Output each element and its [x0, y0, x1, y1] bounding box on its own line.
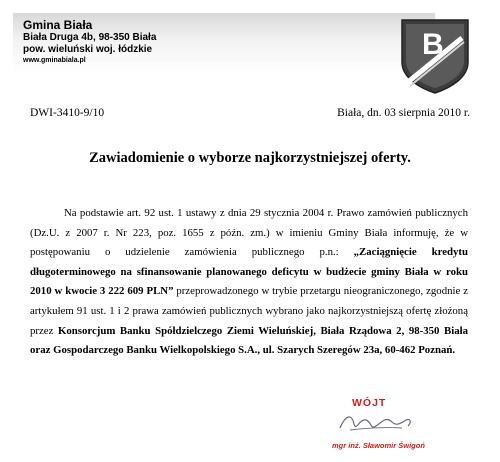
procedure-text: przeprowadzonego w trybie przetargu nieograniczonego, zgodnie z artykułem 91 ust. 1 i 2 prawa zamówień publicznych wybrano jako najkorzystniejszą ofertę złożoną przez: [30, 285, 468, 337]
notice-body: [30, 204, 468, 361]
handwritten-signature: [336, 408, 416, 436]
selected-bidder: Konsorcjum Banku Spółdzielczego Ziemi Wieluńskiej, Biała Rządowa 2, 98-350 Biała oraz Gospodarczego Banku Wielkopolskiego S.A., ul. Szarych Szeregów 23a, 60-462 Poznań.: [30, 324, 469, 357]
notice-paragraph: [30, 204, 468, 361]
municipality-website: www.gminabiala.pl: [23, 57, 86, 64]
coat-of-arms-icon: [400, 18, 470, 94]
signatory-title: WÓJT: [352, 397, 387, 409]
letterhead-text: [23, 18, 156, 66]
place-date: Biała, dn. 03 sierpnia 2010 r.: [337, 107, 470, 119]
tender-subject: „Zaciągnięcie kredytu długoterminowego na sfinansowanie planowanego deficytu w budżecie gminy Biała w roku 2010 w kwocie 3 222 609 PLN”: [30, 246, 468, 298]
document-reference: DWI-3410-9/10: [30, 107, 105, 119]
municipality-county: pow. wieluński woj. łódzkie: [23, 44, 153, 55]
municipality-name: Gmina Biała: [23, 18, 93, 32]
signatory-name: mgr inż. Sławomir Świgoń: [332, 441, 425, 450]
crest-letter: B: [422, 28, 444, 61]
municipality-address: Biała Druga 4b, 98-350 Biała: [23, 32, 157, 43]
letterhead: [13, 13, 435, 73]
signature-block: [328, 397, 458, 461]
document-title: Zawiadomienie o wyborze najkorzystniejszej oferty.: [89, 150, 411, 166]
legal-basis-text: Na podstawie art. 92 ust. 1 ustawy z dnia 29 stycznia 2004 r. Prawo zamówień publicznych (Dz.U. z 2007 r. Nr 223, poz. 1655 z późn. zm.) w imieniu Gminy Biała informuję, że w postępowaniu o udzielenie zamówienia publicznego p.n.:: [30, 207, 468, 259]
